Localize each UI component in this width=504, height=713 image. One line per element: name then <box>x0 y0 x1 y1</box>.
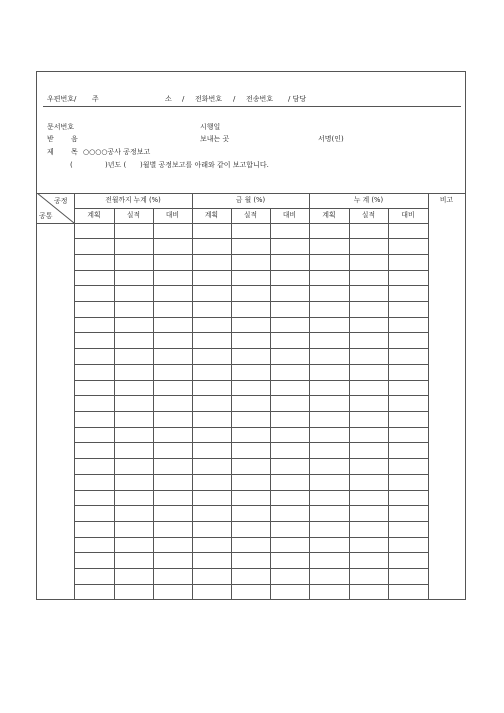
table-cell[interactable] <box>114 490 154 506</box>
table-cell[interactable] <box>270 239 310 255</box>
table-cell[interactable] <box>309 239 350 255</box>
table-cell[interactable] <box>231 396 271 412</box>
enforce-date-label: 시행일 <box>200 123 221 131</box>
table-cell[interactable] <box>153 349 193 365</box>
subheader-divider <box>114 208 115 223</box>
table-cell[interactable] <box>349 490 389 506</box>
table-cell[interactable] <box>349 286 389 302</box>
phone-label: 전화번호 <box>195 95 223 103</box>
table-cell[interactable] <box>388 459 429 475</box>
body-year: )년도 ( <box>105 161 127 169</box>
table-cell[interactable] <box>153 490 193 506</box>
subject-text: ○○○○공사 공정보고 <box>83 148 151 156</box>
table-cell[interactable] <box>231 333 271 349</box>
table-cell[interactable] <box>309 333 350 349</box>
table-cell[interactable] <box>153 537 193 553</box>
table-cell[interactable] <box>74 333 115 349</box>
table-cell[interactable] <box>231 506 271 522</box>
table-cell[interactable] <box>74 254 115 270</box>
table-cell[interactable] <box>270 553 310 569</box>
table-cell[interactable] <box>388 443 429 459</box>
address-label-b: 소 <box>165 95 172 103</box>
table-cell[interactable] <box>74 396 115 412</box>
table-cell[interactable] <box>270 427 310 443</box>
recipient-label-a: 받 <box>47 135 54 143</box>
table-cell[interactable] <box>74 490 115 506</box>
table-cell[interactable] <box>74 302 115 318</box>
table-cell[interactable] <box>388 286 429 302</box>
table-cell[interactable] <box>192 537 232 553</box>
table-cell[interactable] <box>349 506 389 522</box>
table-cell[interactable] <box>192 239 232 255</box>
table-cell[interactable] <box>270 349 310 365</box>
table-cell[interactable] <box>74 412 115 428</box>
table-cell[interactable] <box>153 569 193 585</box>
table-cell[interactable] <box>231 521 271 537</box>
table-cell[interactable] <box>388 490 429 506</box>
table-cell[interactable] <box>388 270 429 286</box>
table-cell[interactable] <box>192 553 232 569</box>
table-cell[interactable] <box>309 286 350 302</box>
table-cell[interactable] <box>388 349 429 365</box>
table-cell[interactable] <box>309 521 350 537</box>
table-cell[interactable] <box>192 254 232 270</box>
table-cell[interactable] <box>153 553 193 569</box>
table-cell[interactable] <box>349 239 389 255</box>
diagonal-bottom-label: 공통 <box>39 212 53 220</box>
table-cell[interactable] <box>349 553 389 569</box>
table-cell[interactable] <box>192 569 232 585</box>
table-cell[interactable] <box>309 396 350 412</box>
table-cell[interactable] <box>153 302 193 318</box>
table-cell[interactable] <box>114 553 154 569</box>
table-cell[interactable] <box>388 427 429 443</box>
sender-label: 보내는 곳 <box>200 135 230 143</box>
subheader-cell: 실적 <box>126 211 141 219</box>
table-cell[interactable] <box>192 490 232 506</box>
table-cell[interactable] <box>153 364 193 380</box>
table-cell[interactable] <box>74 270 115 286</box>
table-cell[interactable] <box>270 537 310 553</box>
table-cell[interactable] <box>231 239 271 255</box>
table-cell[interactable] <box>153 459 193 475</box>
table-cell[interactable] <box>114 333 154 349</box>
table-cell[interactable] <box>388 584 429 600</box>
table-cell[interactable] <box>349 569 389 585</box>
table-cell[interactable] <box>349 302 389 318</box>
table-cell[interactable] <box>309 553 350 569</box>
table-cell[interactable] <box>192 474 232 490</box>
table-cell[interactable] <box>74 474 115 490</box>
table-cell[interactable] <box>153 443 193 459</box>
table-cell[interactable] <box>114 239 154 255</box>
table-cell[interactable] <box>388 396 429 412</box>
table-cell[interactable] <box>270 396 310 412</box>
table-cell[interactable] <box>309 584 350 600</box>
table-cell[interactable] <box>309 380 350 396</box>
separator: / <box>182 95 185 103</box>
table-cell[interactable] <box>270 412 310 428</box>
subheader-divider <box>192 208 193 223</box>
subheader-cell: 계획 <box>204 211 219 219</box>
table-cell[interactable] <box>309 459 350 475</box>
table-cell[interactable] <box>309 490 350 506</box>
table-cell[interactable] <box>74 506 115 522</box>
table-cell[interactable] <box>270 223 310 239</box>
table-cell[interactable] <box>153 286 193 302</box>
table-cell[interactable] <box>74 584 115 600</box>
table-cell[interactable] <box>192 521 232 537</box>
table-cell[interactable] <box>153 270 193 286</box>
table-cell[interactable] <box>231 223 271 239</box>
table-cell[interactable] <box>114 521 154 537</box>
table-cell[interactable] <box>74 380 115 396</box>
table-cell[interactable] <box>309 223 350 239</box>
table-cell[interactable] <box>114 254 154 270</box>
table-cell[interactable] <box>388 302 429 318</box>
table-cell[interactable] <box>231 412 271 428</box>
table-cell[interactable] <box>309 364 350 380</box>
table-cell[interactable] <box>270 474 310 490</box>
table-cell[interactable] <box>192 364 232 380</box>
table-cell[interactable] <box>231 286 271 302</box>
subheader-cell: 대비 <box>401 211 415 219</box>
table-cell[interactable] <box>114 302 154 318</box>
diagonal-top-label: 공정 <box>54 197 68 205</box>
table-cell[interactable] <box>153 506 193 522</box>
table-cell[interactable] <box>309 474 350 490</box>
table-cell[interactable] <box>192 584 232 600</box>
table-cell[interactable] <box>192 317 232 333</box>
subheader-divider <box>349 208 350 223</box>
table-cell[interactable] <box>349 474 389 490</box>
table-cell[interactable] <box>270 286 310 302</box>
table-cell[interactable] <box>231 317 271 333</box>
table-cell[interactable] <box>153 584 193 600</box>
table-cell[interactable] <box>114 584 154 600</box>
table-top-border <box>37 193 465 194</box>
table-cell[interactable] <box>192 302 232 318</box>
remarks-header: 비고 <box>439 196 454 204</box>
table-cell[interactable] <box>270 364 310 380</box>
table-cell[interactable] <box>114 380 154 396</box>
table-cell[interactable] <box>309 569 350 585</box>
table-cell[interactable] <box>270 569 310 585</box>
table-cell[interactable] <box>192 223 232 239</box>
table-cell[interactable] <box>309 302 350 318</box>
subject-label-a: 제 <box>47 148 54 156</box>
table-cell[interactable] <box>153 427 193 443</box>
table-cell[interactable] <box>192 333 232 349</box>
table-cell[interactable] <box>349 427 389 443</box>
table-cell[interactable] <box>349 349 389 365</box>
table-cell[interactable] <box>349 380 389 396</box>
separator: / <box>233 95 236 103</box>
recipient-label-b: 음 <box>71 135 78 143</box>
fax-label: 전송번호 <box>246 95 274 103</box>
subheader-cell: 대비 <box>165 211 180 219</box>
table-cell[interactable] <box>114 223 154 239</box>
table-cell[interactable] <box>114 459 154 475</box>
group-header-prev: 전월까지 누계 (%) <box>105 196 161 204</box>
table-cell[interactable] <box>349 521 389 537</box>
subheader-divider <box>388 208 389 223</box>
doc-no-label: 문서번호 <box>47 123 75 131</box>
table-cell[interactable] <box>153 380 193 396</box>
body-text: )월별 공정보고를 아래와 같이 보고합니다. <box>140 161 269 169</box>
table-cell[interactable] <box>270 459 310 475</box>
table-cell[interactable] <box>349 443 389 459</box>
table-cell[interactable] <box>388 521 429 537</box>
table-cell[interactable] <box>309 317 350 333</box>
table-cell[interactable] <box>114 412 154 428</box>
subheader-divider <box>153 208 154 223</box>
table-cell[interactable] <box>388 254 429 270</box>
table-cell[interactable] <box>388 537 429 553</box>
table-cell[interactable] <box>388 223 429 239</box>
table-cell[interactable] <box>114 537 154 553</box>
table-cell[interactable] <box>309 254 350 270</box>
table-cell[interactable] <box>270 521 310 537</box>
table-cell[interactable] <box>74 537 115 553</box>
table-cell[interactable] <box>349 333 389 349</box>
table-cell[interactable] <box>74 569 115 585</box>
group-header-total: 누 계 (%) <box>353 196 384 204</box>
table-cell[interactable] <box>270 254 310 270</box>
table-cell[interactable] <box>192 412 232 428</box>
table-cell[interactable] <box>349 223 389 239</box>
table-cell[interactable] <box>231 254 271 270</box>
table-cell[interactable] <box>231 302 271 318</box>
table-cell[interactable] <box>192 443 232 459</box>
table-cell[interactable] <box>153 521 193 537</box>
table-cell[interactable] <box>192 427 232 443</box>
table-cell[interactable] <box>231 553 271 569</box>
table-cell[interactable] <box>153 396 193 412</box>
table-cell[interactable] <box>114 474 154 490</box>
postal-label: 우편번호/ <box>47 95 77 103</box>
table-cell[interactable] <box>231 537 271 553</box>
address-label-a: 주 <box>92 95 99 103</box>
table-cell[interactable] <box>388 317 429 333</box>
table-cell[interactable] <box>74 521 115 537</box>
table-cell[interactable] <box>74 553 115 569</box>
body-paren: ( <box>70 161 73 169</box>
table-cell[interactable] <box>270 443 310 459</box>
table-cell[interactable] <box>74 364 115 380</box>
subheader-divider <box>231 208 232 223</box>
table-cell[interactable] <box>114 506 154 522</box>
table-cell[interactable] <box>231 490 271 506</box>
table-cell[interactable] <box>349 364 389 380</box>
table-cell[interactable] <box>192 459 232 475</box>
table-cell[interactable] <box>114 443 154 459</box>
table-cell[interactable] <box>192 270 232 286</box>
table-cell[interactable] <box>388 333 429 349</box>
table-cell[interactable] <box>231 569 271 585</box>
table-cell[interactable] <box>231 380 271 396</box>
group-header-current: 금 월 (%) <box>235 196 266 204</box>
subheader-divider <box>270 208 271 223</box>
table-cell[interactable] <box>388 412 429 428</box>
table-cell[interactable] <box>114 364 154 380</box>
table-cell[interactable] <box>74 317 115 333</box>
table-cell[interactable] <box>309 537 350 553</box>
subheader-divider <box>309 208 310 223</box>
table-cell[interactable] <box>349 412 389 428</box>
form-sheet <box>36 71 466 600</box>
table-cell[interactable] <box>349 396 389 412</box>
table-cell[interactable] <box>388 364 429 380</box>
table-cell[interactable] <box>153 474 193 490</box>
table-cell[interactable] <box>388 474 429 490</box>
table-cell[interactable] <box>270 490 310 506</box>
table-cell[interactable] <box>74 349 115 365</box>
table-cell[interactable] <box>270 506 310 522</box>
table-cell[interactable] <box>309 506 350 522</box>
table-cell[interactable] <box>153 317 193 333</box>
table-cell[interactable] <box>309 427 350 443</box>
table-cell[interactable] <box>74 223 115 239</box>
subheader-cell: 실적 <box>361 211 376 219</box>
table-cell[interactable] <box>309 412 350 428</box>
table-cell[interactable] <box>309 349 350 365</box>
table-cell[interactable] <box>270 380 310 396</box>
table-cell[interactable] <box>270 584 310 600</box>
table-cell[interactable] <box>74 443 115 459</box>
signature-label: 서명(인) <box>318 135 344 143</box>
table-cell[interactable] <box>192 286 232 302</box>
table-cell[interactable] <box>349 459 389 475</box>
table-cell[interactable] <box>153 254 193 270</box>
table-cell[interactable] <box>114 427 154 443</box>
table-cell[interactable] <box>231 270 271 286</box>
subheader-cell: 계획 <box>87 211 101 219</box>
table-cell[interactable] <box>153 412 193 428</box>
table-cell[interactable] <box>74 459 115 475</box>
table-cell[interactable] <box>349 537 389 553</box>
manager-label: / 담당 <box>288 95 307 103</box>
subheader-cell: 실적 <box>243 211 258 219</box>
table-cell[interactable] <box>192 396 232 412</box>
table-cell[interactable] <box>270 302 310 318</box>
table-cell[interactable] <box>114 317 154 333</box>
subject-label-b: 목 <box>71 148 78 156</box>
table-cell[interactable] <box>192 506 232 522</box>
table-cell[interactable] <box>388 380 429 396</box>
table-cell[interactable] <box>153 239 193 255</box>
table-cell[interactable] <box>231 474 271 490</box>
table-cell[interactable] <box>349 254 389 270</box>
table-cell[interactable] <box>231 349 271 365</box>
table-cell[interactable] <box>231 443 271 459</box>
table-cell[interactable] <box>153 333 193 349</box>
table-cell[interactable] <box>192 380 232 396</box>
table-cell[interactable] <box>270 333 310 349</box>
table-cell[interactable] <box>231 427 271 443</box>
table-cell[interactable] <box>114 286 154 302</box>
table-cell[interactable] <box>74 286 115 302</box>
table-cell[interactable] <box>114 270 154 286</box>
table-cell[interactable] <box>231 584 271 600</box>
subheader-cell: 대비 <box>282 211 297 219</box>
table-cell[interactable] <box>388 239 429 255</box>
header-mid-line <box>74 208 428 209</box>
subheader-cell: 계획 <box>322 211 336 219</box>
table-cell[interactable] <box>309 443 350 459</box>
table-cell[interactable] <box>74 427 115 443</box>
table-cell[interactable] <box>192 349 232 365</box>
table-cell[interactable] <box>114 569 154 585</box>
table-cell[interactable] <box>349 317 389 333</box>
table-cell[interactable] <box>74 239 115 255</box>
table-cell[interactable] <box>270 270 310 286</box>
table-cell[interactable] <box>349 584 389 600</box>
table-cell[interactable] <box>309 270 350 286</box>
table-cell[interactable] <box>388 553 429 569</box>
header-divider <box>43 106 461 107</box>
table-cell[interactable] <box>231 459 271 475</box>
table-cell[interactable] <box>388 569 429 585</box>
table-cell[interactable] <box>349 270 389 286</box>
table-cell[interactable] <box>388 506 429 522</box>
table-cell[interactable] <box>114 349 154 365</box>
table-cell[interactable] <box>114 396 154 412</box>
table-cell[interactable] <box>153 223 193 239</box>
table-cell[interactable] <box>270 317 310 333</box>
table-cell[interactable] <box>231 364 271 380</box>
